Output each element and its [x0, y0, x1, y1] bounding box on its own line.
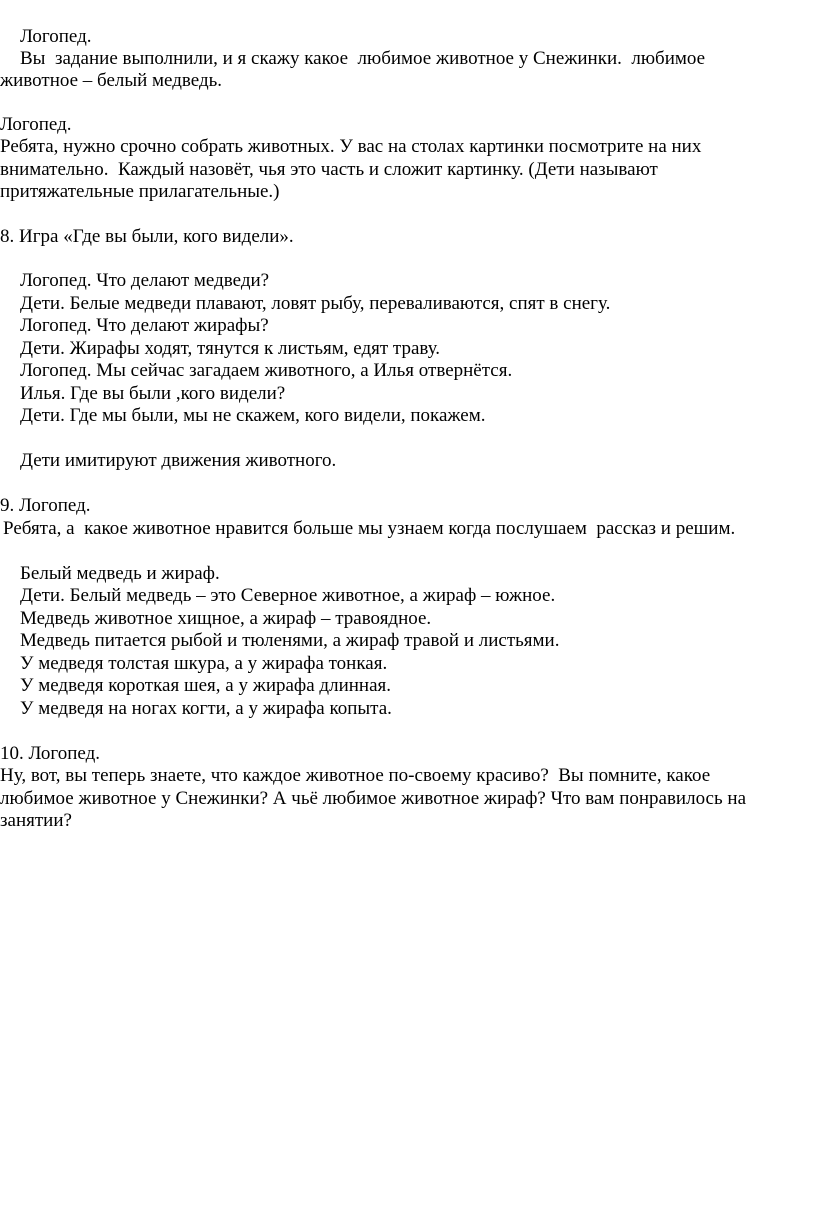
text-line: Логопед. — [0, 114, 72, 135]
section-heading: 9. Логопед. — [0, 495, 91, 516]
text-line: Ребята, а какое животное нравится больше мы узнаем когда послушаем рассказ и решим. — [3, 518, 736, 539]
text-line: Ребята, нужно срочно собрать животных. У вас на столах картинки посмотрите на них — [0, 136, 702, 157]
text-line: Медведь животное хищное, а жираф – травоядное. — [20, 608, 432, 629]
text-line: любимое животное у Снежинки? А чьё любимое животное жираф? Что вам понравилось на — [0, 788, 747, 809]
text-line: Логопед. Что делают жирафы? — [20, 315, 269, 336]
section-heading: 10. Логопед. — [0, 743, 101, 764]
text-line: Ну, вот, вы теперь знаете, что каждое животное по-своему красиво? Вы помните, какое — [0, 765, 711, 786]
text-line: Дети. Где мы были, мы не скажем, кого видели, покажем. — [20, 405, 486, 426]
section-heading: 8. Игра «Где вы были, кого видели». — [0, 226, 294, 247]
text-line: животное – белый медведь. — [0, 70, 223, 91]
text-line: У медведя короткая шея, а у жирафа длинная. — [20, 675, 391, 696]
text-line: Дети. Белые медведи плавают, ловят рыбу, переваливаются, спят в снегу. — [20, 293, 611, 314]
text-line: Дети. Белый медведь – это Северное животное, а жираф – южное. — [20, 585, 556, 606]
text-line: У медведя толстая шкура, а у жирафа тонкая. — [20, 653, 388, 674]
text-line: Вы задание выполнили, и я скажу какое любимое животное у Снежинки. любимое — [20, 48, 706, 69]
text-line: внимательно. Каждый назовёт, чья это часть и сложит картинку. (Дети называют — [0, 159, 658, 180]
text-line: притяжательные прилагательные.) — [0, 181, 280, 202]
text-line: Илья. Где вы были ,кого видели? — [20, 383, 286, 404]
text-line: Логопед. — [20, 26, 92, 47]
text-line: Логопед. Что делают медведи? — [20, 270, 270, 291]
text-line: Логопед. Мы сейчас загадаем животного, а Илья отвернётся. — [20, 360, 513, 381]
text-line: занятии? — [0, 810, 72, 831]
text-line: Медведь питается рыбой и тюленями, а жираф травой и листьями. — [20, 630, 560, 651]
text-line: Дети. Жирафы ходят, тянутся к листьям, едят траву. — [20, 338, 441, 359]
text-line: У медведя на ногах когти, а у жирафа копыта. — [20, 698, 392, 719]
text-line: Белый медведь и жираф. — [20, 563, 220, 584]
text-line: Дети имитируют движения животного. — [20, 450, 337, 471]
